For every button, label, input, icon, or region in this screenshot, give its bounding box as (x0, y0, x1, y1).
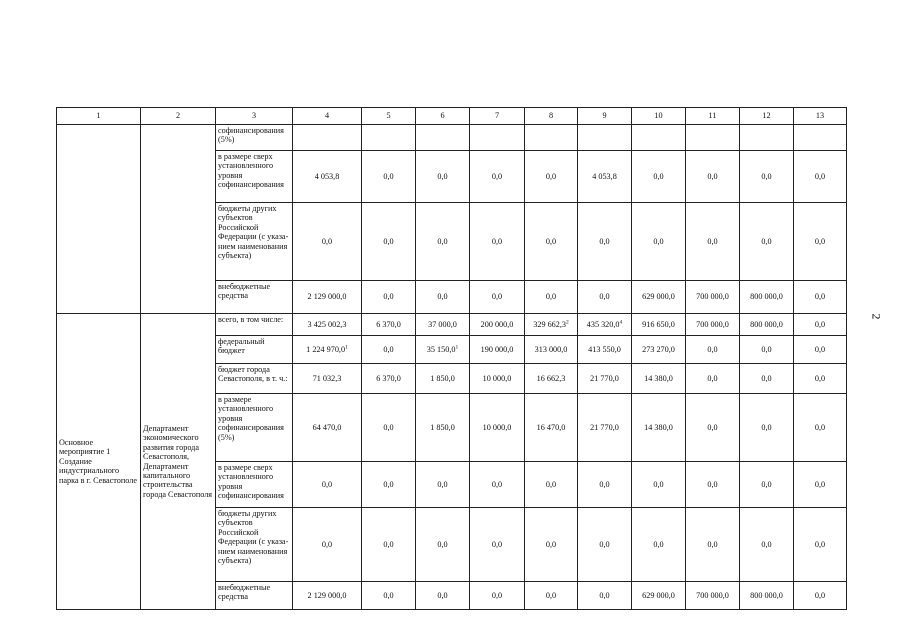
value-cell (525, 582, 578, 610)
value-cell (794, 336, 847, 364)
value-cell (578, 314, 632, 336)
header-cell: 10 (632, 108, 686, 125)
header-cell: 7 (470, 108, 525, 125)
value-text: 800 000,0 (750, 292, 783, 302)
value-cell (416, 364, 470, 394)
value-text: 0,0 (383, 539, 394, 549)
value-text: 71 032,3 (312, 373, 342, 383)
header-cell: 4 (293, 108, 362, 125)
value-text: 2 129 000,0 (307, 590, 347, 600)
value-text: 0,0 (491, 590, 503, 600)
value-text: 37 000,0 (428, 319, 457, 329)
value-cell (578, 394, 632, 462)
value-cell (416, 462, 470, 508)
value-cell (632, 151, 686, 203)
value-cell (525, 336, 578, 364)
value-cell (470, 281, 525, 314)
value-text: 4 053,8 (592, 171, 617, 181)
value-cell (470, 151, 525, 203)
value-text: 10 000,0 (482, 373, 512, 383)
value-cell (293, 281, 362, 314)
value-cell (362, 582, 416, 610)
column-number-row (57, 108, 847, 125)
value-cell (362, 336, 416, 364)
footnote-marker: 1 (455, 344, 459, 351)
value-text: 0,0 (761, 236, 772, 246)
executor-cell (141, 125, 216, 314)
value-text: 0,0 (545, 292, 557, 302)
page-number: 2 (869, 313, 884, 320)
value-cell (794, 394, 847, 462)
value-cell (293, 394, 362, 462)
table-row (57, 125, 847, 151)
funding-source-label: внебюджетные средства (216, 582, 293, 610)
value-text: 2 129 000,0 (307, 292, 347, 302)
value-text: 0,0 (545, 171, 557, 181)
value-text: 0,0 (491, 236, 503, 246)
value-text: 0,0 (814, 590, 826, 600)
value-cell (470, 125, 525, 151)
value-text: 190 000,0 (480, 344, 514, 354)
value-text: 0,0 (437, 590, 448, 600)
footnote-marker: 4 (619, 319, 623, 326)
value-text: 629 000,0 (642, 590, 675, 600)
value-text: 0,0 (761, 344, 772, 354)
value-text: 16 470,0 (536, 422, 566, 432)
value-text: 0,0 (383, 171, 394, 181)
value-cell (632, 462, 686, 508)
value-text: 0,0 (491, 171, 503, 181)
value-cell (293, 314, 362, 336)
value-text: 6 370,0 (376, 319, 401, 329)
value-text: 0,0 (653, 236, 664, 246)
value-text: 0,0 (814, 539, 826, 549)
value-cell (740, 281, 794, 314)
value-cell (470, 336, 525, 364)
value-text: 1 850,0 (430, 373, 455, 383)
value-text: 700 000,0 (696, 292, 729, 302)
value-cell (416, 281, 470, 314)
value-text: 16 662,3 (536, 373, 566, 383)
value-text: 629 000,0 (642, 292, 675, 302)
value-cell (794, 314, 847, 336)
value-cell (362, 508, 416, 582)
value-cell (578, 281, 632, 314)
value-text: 0,0 (383, 292, 394, 302)
value-text: 0,0 (814, 479, 826, 489)
value-cell (362, 281, 416, 314)
value-text: 0,0 (321, 479, 333, 489)
value-cell (740, 364, 794, 394)
value-cell (578, 151, 632, 203)
value-text: 0,0 (491, 539, 503, 549)
value-cell (632, 508, 686, 582)
value-text: 0,0 (761, 373, 772, 383)
value-text: 0,0 (383, 590, 394, 600)
header-cell: 11 (686, 108, 740, 125)
value-cell (362, 364, 416, 394)
value-cell (362, 394, 416, 462)
value-text: 800 000,0 (750, 590, 783, 600)
value-text: 0,0 (383, 236, 394, 246)
value-cell (794, 281, 847, 314)
value-cell (794, 203, 847, 281)
value-text: 0,0 (437, 539, 448, 549)
funding-source-label: всего, в том числе: (216, 314, 293, 336)
funding-source-label: внебюджетные средства (216, 281, 293, 314)
value-cell (470, 203, 525, 281)
value-text: 0,0 (437, 171, 448, 181)
value-cell (470, 394, 525, 462)
value-cell (293, 203, 362, 281)
funding-source-label: бюджеты других субъектов Российской Федерации (с указа-нием наименования субъекта) (216, 508, 293, 582)
value-cell (686, 314, 740, 336)
value-text: 0,0 (437, 479, 448, 489)
value-text: 0,0 (491, 292, 503, 302)
value-text: 14 380,0 (644, 422, 673, 432)
value-cell (525, 364, 578, 394)
value-cell (578, 462, 632, 508)
value-text: 0,0 (383, 344, 394, 354)
value-cell (740, 508, 794, 582)
value-cell (794, 508, 847, 582)
value-text: 64 470,0 (312, 422, 342, 432)
executor-cell: Департамент экономического развития города Севастополя, Департамент капитального строительства города Севастополя (141, 314, 216, 610)
value-text: 0,0 (707, 171, 718, 181)
table-row (57, 314, 847, 336)
value-cell (686, 151, 740, 203)
value-text: 0,0 (653, 479, 664, 489)
header-cell: 1 (57, 108, 141, 125)
value-text: 35 150,0 (426, 344, 456, 354)
value-cell (525, 314, 578, 336)
value-text: 0,0 (437, 236, 448, 246)
funding-source-label: федеральный бюджет (216, 336, 293, 364)
value-cell (293, 151, 362, 203)
value-text: 0,0 (814, 171, 826, 181)
value-text: 1 224 970,0 (306, 344, 346, 354)
value-text: 329 662,3 (533, 319, 566, 329)
value-cell (293, 125, 362, 151)
value-text: 0,0 (814, 373, 826, 383)
value-text: 200 000,0 (480, 319, 514, 329)
value-cell (416, 394, 470, 462)
header-cell: 2 (141, 108, 216, 125)
value-cell (525, 508, 578, 582)
value-cell (578, 125, 632, 151)
value-text: 800 000,0 (750, 319, 783, 329)
measure-cell: Основное мероприятие 1 Создание индустриального парка в г. Севастополе (57, 314, 141, 610)
value-cell (686, 394, 740, 462)
value-text: 700 000,0 (696, 319, 729, 329)
value-text: 0,0 (707, 422, 718, 432)
value-text: 21 770,0 (590, 422, 619, 432)
value-cell (416, 582, 470, 610)
value-cell (740, 151, 794, 203)
value-text: 0,0 (321, 539, 333, 549)
value-text: 0,0 (599, 539, 610, 549)
value-cell (293, 582, 362, 610)
value-cell (578, 336, 632, 364)
value-text: 0,0 (321, 236, 333, 246)
value-cell (362, 203, 416, 281)
value-text: 0,0 (383, 422, 394, 432)
value-cell (740, 314, 794, 336)
value-text: 0,0 (761, 422, 772, 432)
value-text: 0,0 (814, 319, 826, 329)
value-text: 0,0 (653, 171, 664, 181)
value-cell (686, 582, 740, 610)
value-cell (686, 336, 740, 364)
value-text: 0,0 (383, 479, 394, 489)
value-cell (416, 314, 470, 336)
value-text: 0,0 (653, 539, 664, 549)
value-cell (470, 314, 525, 336)
value-cell (740, 336, 794, 364)
header-cell: 5 (362, 108, 416, 125)
value-cell (740, 462, 794, 508)
value-text: 10 000,0 (482, 422, 512, 432)
value-cell (794, 125, 847, 151)
value-cell (362, 125, 416, 151)
value-cell (740, 125, 794, 151)
value-text: 0,0 (761, 479, 772, 489)
value-text: 916 650,0 (642, 319, 675, 329)
budget-table (56, 107, 847, 610)
funding-source-label: в размере сверх установленного уровня софинансирования (216, 151, 293, 203)
value-text: 6 370,0 (376, 373, 401, 383)
value-text: 0,0 (599, 590, 610, 600)
value-cell (794, 462, 847, 508)
value-text: 1 850,0 (430, 422, 455, 432)
value-text: 0,0 (545, 479, 557, 489)
value-cell (794, 364, 847, 394)
value-text: 0,0 (437, 292, 448, 302)
value-text: 0,0 (814, 236, 826, 246)
value-text: 0,0 (707, 373, 718, 383)
value-text: 0,0 (491, 479, 503, 489)
value-text: 435 320,0 (586, 319, 620, 329)
header-cell: 9 (578, 108, 632, 125)
value-text: 0,0 (599, 479, 610, 489)
value-text: 0,0 (814, 344, 826, 354)
footnote-marker: 2 (566, 319, 569, 326)
funding-source-label: бюджет города Севастополя, в т. ч.: (216, 364, 293, 394)
value-cell (686, 462, 740, 508)
footnote-marker: 1 (345, 344, 348, 351)
measure-cell (57, 125, 141, 314)
value-cell (686, 281, 740, 314)
funding-source-label: в размере установленного уровня софинансирования (5%) (216, 394, 293, 462)
header-cell: 8 (525, 108, 578, 125)
value-text: 0,0 (707, 344, 718, 354)
funding-source-label: в размере сверх установленного уровня софинансирования (216, 462, 293, 508)
value-cell (362, 151, 416, 203)
value-text: 0,0 (545, 539, 557, 549)
value-cell (740, 394, 794, 462)
value-text: 0,0 (761, 539, 772, 549)
value-cell (632, 336, 686, 364)
value-text: 313 000,0 (534, 344, 568, 354)
funding-source-label: софинансирования (5%) (216, 125, 293, 151)
value-text: 0,0 (599, 292, 610, 302)
value-text: 0,0 (814, 422, 826, 432)
funding-source-label: бюджеты других субъектов Российской Федерации (с указа-нием наименования субъекта) (216, 203, 293, 281)
value-cell (740, 203, 794, 281)
value-cell (293, 462, 362, 508)
value-cell (632, 364, 686, 394)
value-cell (686, 203, 740, 281)
value-cell (470, 508, 525, 582)
value-text: 0,0 (761, 171, 772, 181)
value-cell (578, 582, 632, 610)
value-cell (578, 364, 632, 394)
value-cell (794, 151, 847, 203)
value-cell (470, 364, 525, 394)
value-cell (578, 508, 632, 582)
value-cell (416, 203, 470, 281)
value-text: 3 425 002,3 (307, 319, 347, 329)
header-cell: 13 (794, 108, 847, 125)
header-cell: 6 (416, 108, 470, 125)
value-cell (293, 336, 362, 364)
value-text: 0,0 (707, 479, 718, 489)
value-text: 0,0 (545, 590, 557, 600)
value-text: 413 550,0 (588, 344, 621, 354)
value-cell (470, 582, 525, 610)
value-text: 0,0 (814, 292, 826, 302)
value-cell (293, 508, 362, 582)
value-cell (632, 125, 686, 151)
value-cell (416, 125, 470, 151)
value-cell (416, 508, 470, 582)
value-cell (525, 151, 578, 203)
value-text: 14 380,0 (644, 373, 673, 383)
value-cell (362, 462, 416, 508)
value-cell (686, 508, 740, 582)
value-cell (416, 336, 470, 364)
value-cell (525, 281, 578, 314)
value-cell (794, 582, 847, 610)
value-text: 0,0 (707, 236, 718, 246)
value-cell (632, 203, 686, 281)
value-cell (632, 394, 686, 462)
value-cell (578, 203, 632, 281)
value-cell (632, 314, 686, 336)
value-cell (293, 364, 362, 394)
value-cell (362, 314, 416, 336)
value-cell (632, 281, 686, 314)
value-cell (632, 582, 686, 610)
value-text: 21 770,0 (590, 373, 619, 383)
value-cell (525, 394, 578, 462)
header-cell: 12 (740, 108, 794, 125)
value-cell (470, 462, 525, 508)
value-cell (525, 203, 578, 281)
value-cell (416, 151, 470, 203)
value-cell (740, 582, 794, 610)
value-cell (686, 364, 740, 394)
value-cell (525, 125, 578, 151)
header-cell: 3 (216, 108, 293, 125)
value-cell (525, 462, 578, 508)
value-text: 4 053,8 (314, 171, 340, 181)
value-text: 0,0 (599, 236, 610, 246)
value-text: 273 270,0 (642, 344, 675, 354)
value-text: 0,0 (707, 539, 718, 549)
value-text: 0,0 (545, 236, 557, 246)
value-text: 700 000,0 (696, 590, 729, 600)
value-cell (686, 125, 740, 151)
